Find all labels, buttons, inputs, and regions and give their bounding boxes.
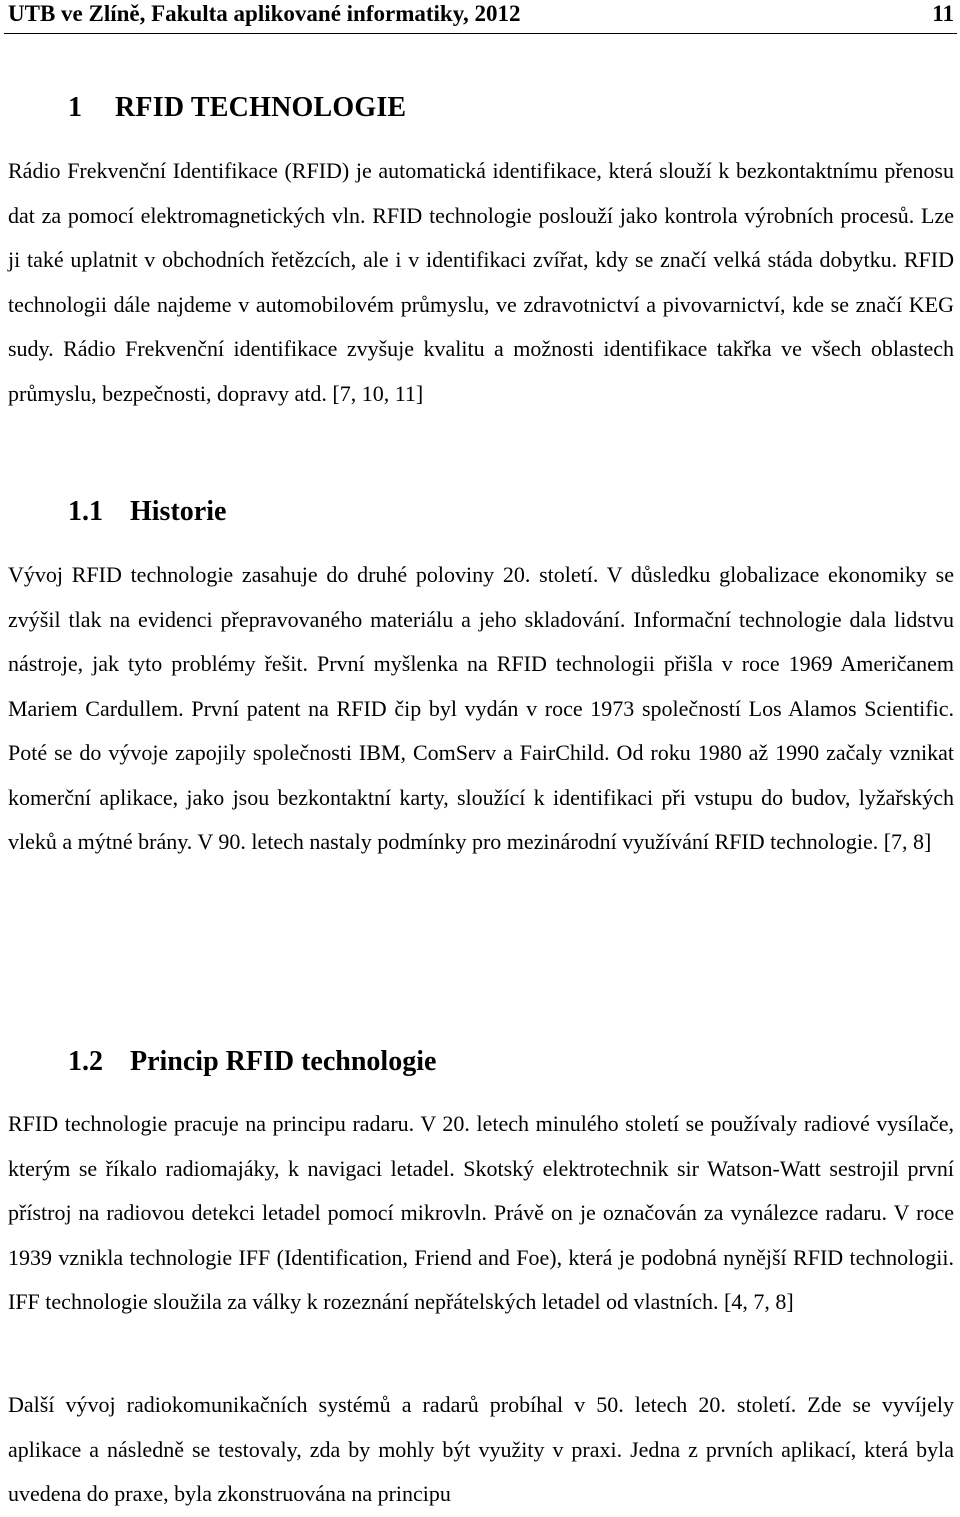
- chapter-number: 1: [68, 92, 83, 123]
- running-header: [8, 0, 954, 28]
- princip-paragraph-2: Další vývoj radiokomunikačních systémů a radarů probíhal v 50. letech 20. století. Zde se vyvíjely aplikace a následně se testovaly, zda by mohly být využity v praxi. Jedna z prvních aplikací, která byla uvedena do praxe, byla zkonstruována na principu: [8, 1392, 954, 1506]
- chapter-title: RFID TECHNOLOGIE: [115, 92, 407, 123]
- section-title: Princip RFID technologie: [130, 1046, 437, 1077]
- princip-paragraph-1: RFID technologie pracuje na principu radaru. V 20. letech minulého století se používaly radiové vysílače, kterým se říkalo radiomajáky, k navigaci letadel. Skotský elektrotechnik sir Watson-Watt sestrojil první přístroj na radiovou detekci letadel pomocí mikrovln. Právě on je označován za vynálezce radaru. V roce 1939 vznikla technologie IFF (Identification, Friend and Foe), která je podobná nynější RFID technologii. IFF technologie sloužila za války k rozeznání nepřátelských letadel od vlastních. [4, 7, 8]: [8, 1111, 954, 1314]
- header-title: UTB ve Zlíně, Fakultа aplikované informatiky, 2012: [8, 1, 521, 26]
- section-heading-princip: [68, 1042, 436, 1082]
- historie-paragraph: Vývoj RFID technologie zasahuje do druhé poloviny 20. století. V důsledku globalizace ekonomiky se zvýšil tlak na evidenci přepravovaného materiálu a jeho skladování. Informační technologie dala lidstvu nástroje, jak tyto problémy řešit. První myšlenka na RFID technologii přišla v roce 1969 Američanem Mariem Cardullem. První patent na RFID čip byl vydán v roce 1973 společností Los Alamos Scientific. Poté se do vývoje zapojily společnosti IBM, ComServ a FairChild. Od roku 1980 až 1990 začaly vznikat komerční aplikace, jako jsou bezkontaktní karty, sloužící k identifikaci při vstupu do budov, lyžařských vleků a mýtné brány. V 90. letech nastaly podmínky pro mezinárodní využívání RFID technologie. [7, 8]: [8, 562, 954, 854]
- intro-paragraph: Rádio Frekvenční Identifikace (RFID) je automatická identifikace, která slouží k bezkontaktnímu přenosu dat za pomocí elektromagnetických vln. RFID technologie poslouží jako kontrola výrobních procesů. Lze ji také uplatnit v obchodních řetězcích, ale i v identifikaci zvířat, kdy se značí velká stáda dobytku. RFID technologii dále najdeme v automobilovém průmyslu, ve zdravotnictví a pivovarnictví, kde se značí KEG sudy. Rádio Frekvenční identifikace zvyšuje kvalitu a možnosti identifikace takřka ve všech oblastech průmyslu, bezpečnosti, dopravy atd. [7, 10, 11]: [8, 158, 954, 406]
- chapter-heading: [68, 88, 406, 128]
- section-number: 1.1: [68, 496, 103, 527]
- page-number: 11: [932, 1, 954, 26]
- section-heading-historie: [68, 492, 226, 532]
- header-divider: [4, 33, 957, 34]
- section-title: Historie: [130, 496, 227, 527]
- section-number: 1.2: [68, 1046, 103, 1077]
